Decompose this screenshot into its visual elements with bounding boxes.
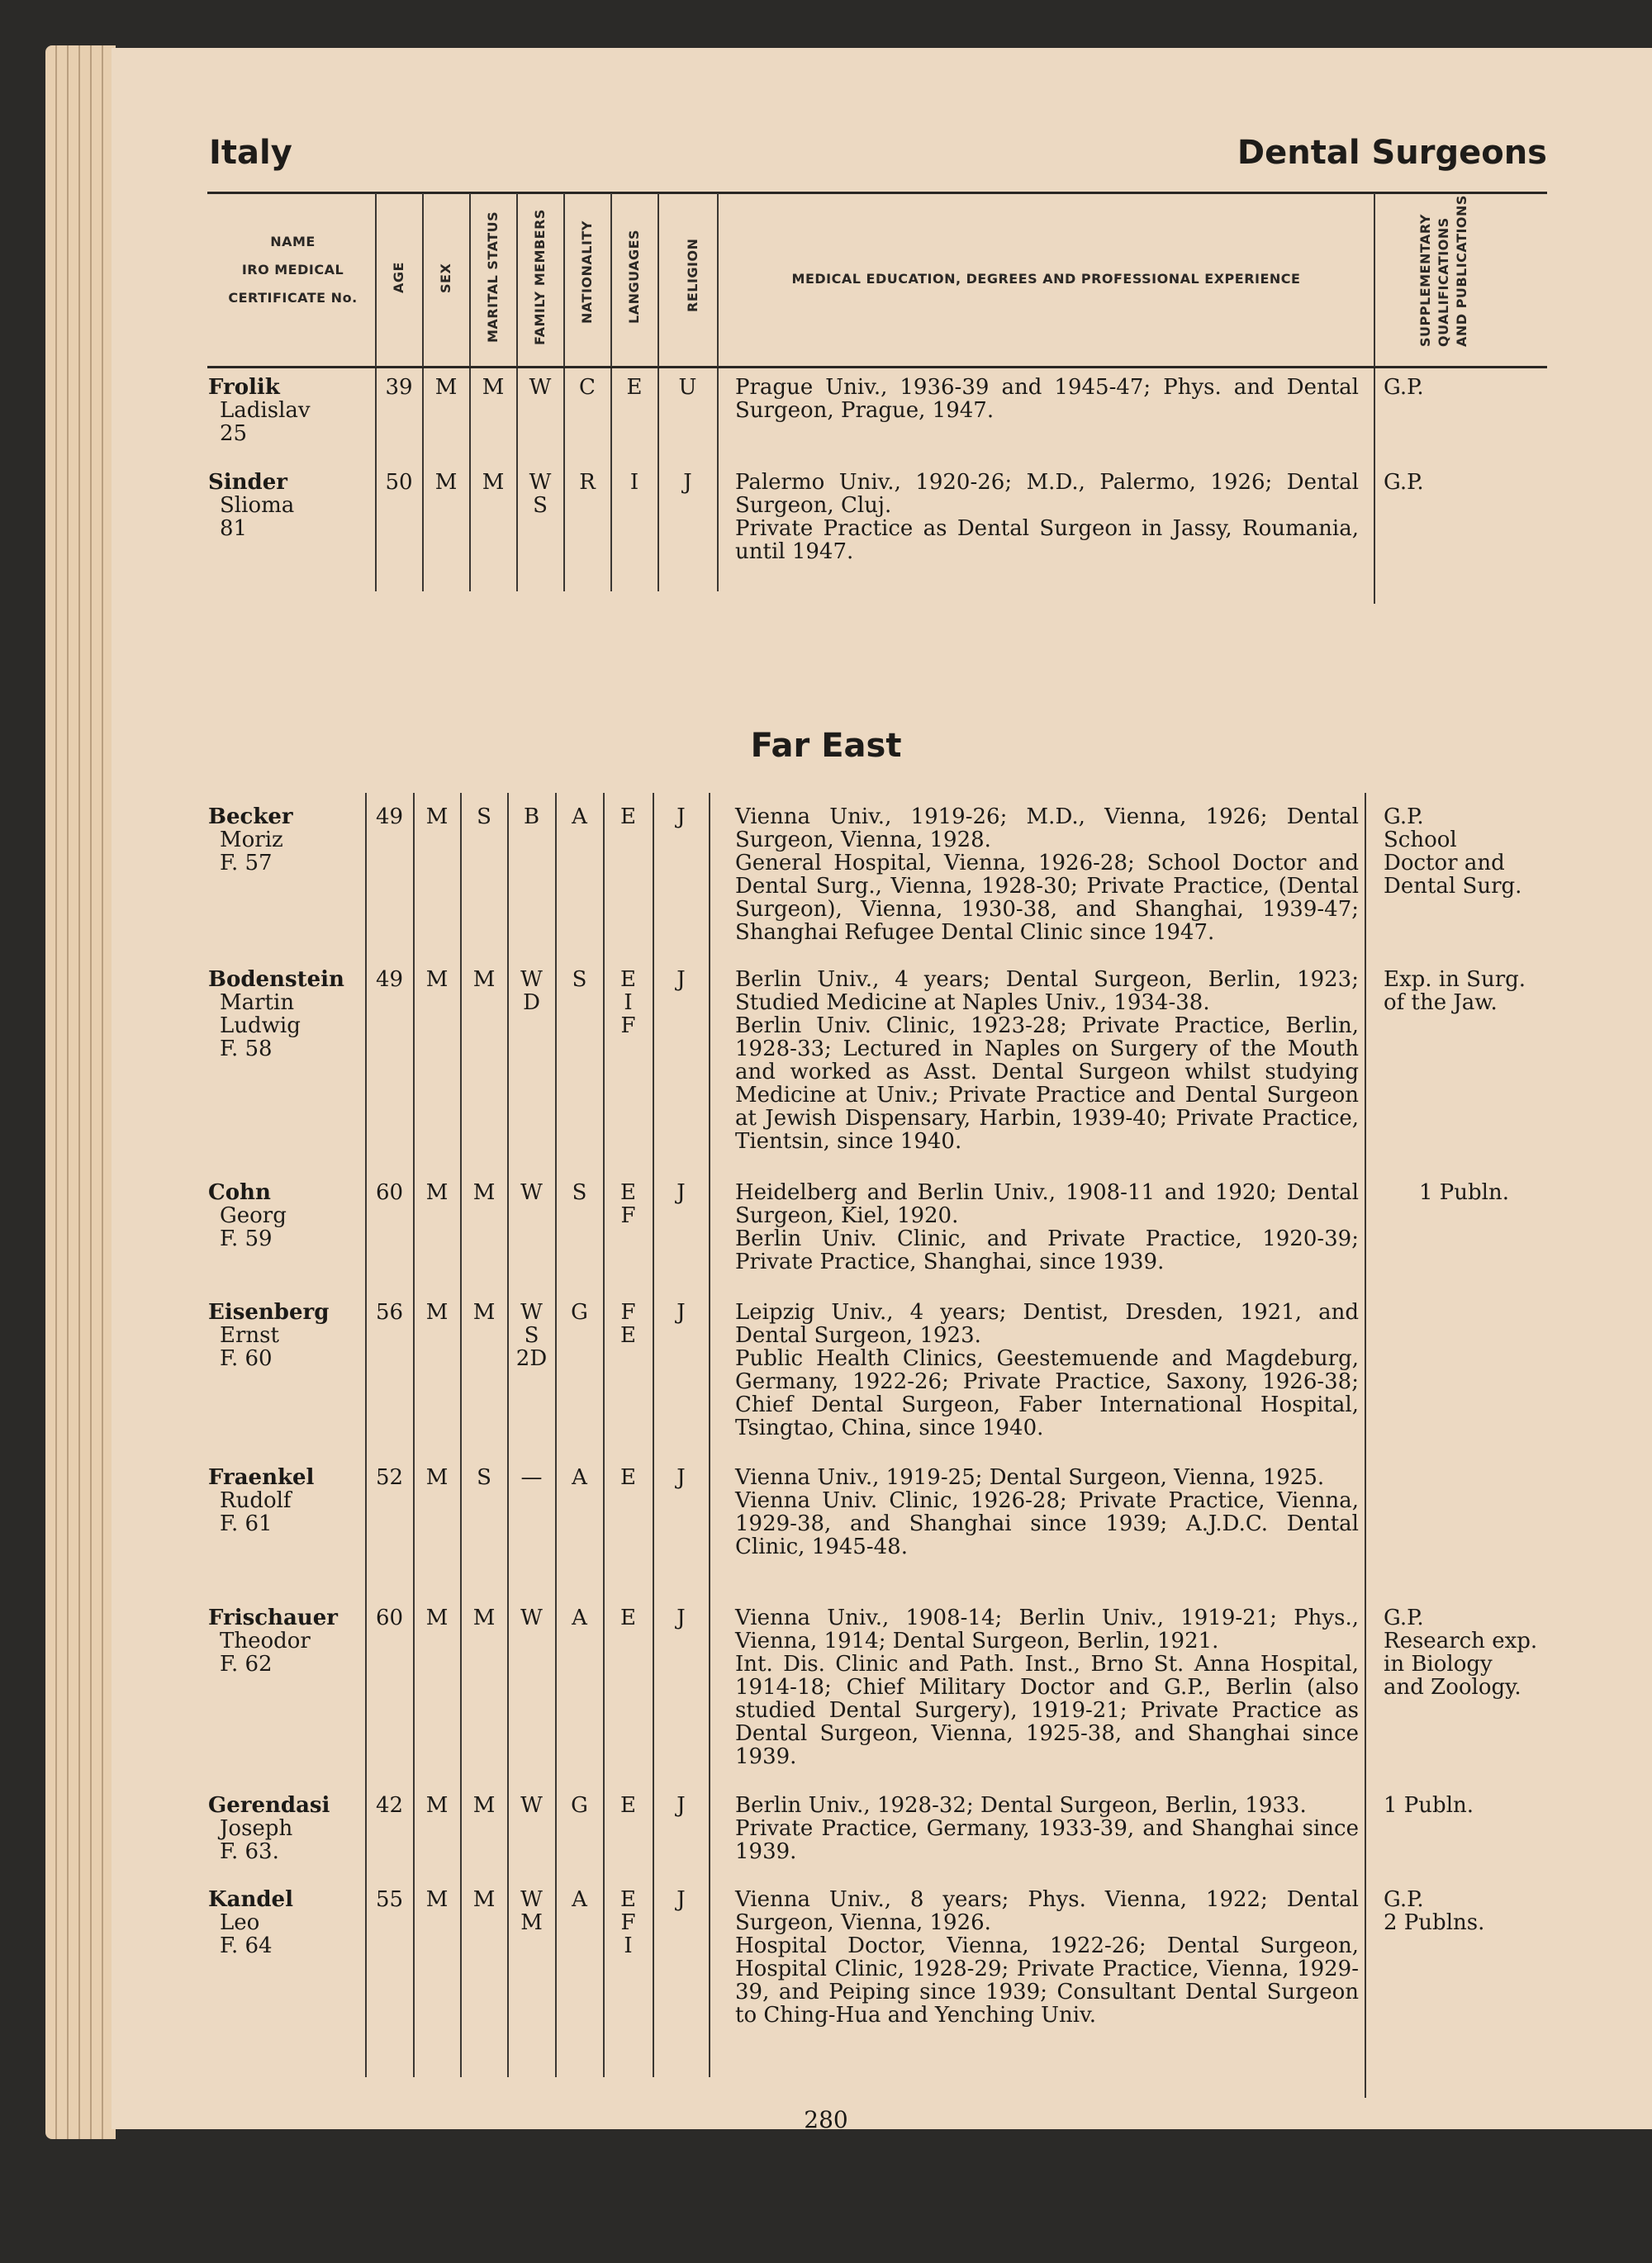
marital-cell: M — [472, 1887, 496, 1912]
surname: Gerendasi — [208, 1793, 330, 1818]
language-code: I — [629, 470, 639, 495]
family-cell — [508, 1888, 555, 1934]
given-name: Rudolf — [220, 1488, 292, 1513]
family-code: S — [533, 493, 548, 518]
education-paragraph: Vienna Univ., 1919-25; Dental Surgeon, Vienna, 1925. — [735, 1465, 1325, 1490]
family-cell — [508, 805, 555, 828]
certificate-number: F. 63. — [220, 1839, 279, 1864]
family-code: W — [520, 1300, 543, 1325]
languages-cell — [604, 1466, 653, 1489]
education-cell — [735, 376, 1359, 422]
family-code: W — [520, 1887, 543, 1912]
languages-cell — [604, 1888, 653, 1957]
language-code: E — [620, 1180, 636, 1205]
sex-cell: M — [425, 1887, 449, 1912]
given-name: Moriz — [220, 828, 283, 852]
column-rule — [469, 193, 471, 367]
marital-cell: M — [482, 375, 505, 400]
name-cell — [208, 1888, 390, 1957]
family-cell — [508, 1181, 555, 1204]
supp-line: Exp. in Surg. — [1384, 967, 1526, 992]
religion-column-header: RELIGION — [685, 238, 700, 312]
languages-cell — [604, 1181, 653, 1227]
education-paragraph: Hospital Doctor, Vienna, 1922-26; Dental Surgeon, Hospital Clinic, 1928-29; Private Practice, Vienna, 1929-39, and Peiping since 1939; Consultant Dental Surgeon to Ching-Hua and Yenching Univ. — [735, 1933, 1359, 2028]
language-code: E — [620, 1465, 636, 1490]
name-cell — [208, 1466, 390, 1535]
certificate-number: 81 — [220, 516, 248, 541]
given-name: Ludwig — [220, 1013, 301, 1038]
education-column-header: MEDICAL EDUCATION, DEGREES AND PROFESSIONAL EXPERIENCE — [791, 271, 1301, 287]
languages-cell — [604, 968, 653, 1037]
language-code: E — [626, 375, 643, 400]
education-paragraph: Leipzig Univ., 4 years; Dentist, Dresden, 1921, and Dental Surgeon, 1923. — [735, 1300, 1359, 1348]
column-rule — [422, 193, 424, 367]
supp-line: Dental Surg. — [1384, 874, 1522, 899]
column-rule — [717, 368, 719, 591]
supp-line: G.P. — [1384, 470, 1424, 495]
education-paragraph: Heidelberg and Berlin Univ., 1908-11 and 1920; Dental Surgeon, Kiel, 1920. — [735, 1180, 1359, 1228]
given-name: Martin — [220, 990, 295, 1015]
family-code: W — [520, 1180, 543, 1205]
marital-cell: M — [472, 1180, 496, 1205]
column-rule — [717, 193, 719, 367]
age-cell: 39 — [385, 375, 413, 400]
education-paragraph: Berlin Univ. Clinic, 1923-28; Private Practice, Berlin, 1928-33; Lectured in Naples on Surgery of the Mouth and worked as Asst. Dental Surgeon whilst studying Medicine at Univ.; Private Practice and Dental Surgeon at Jewish Dispensary, Harbin, 1939-40; Private Practice, Tientsin, since 1940. — [735, 1013, 1359, 1154]
sex-cell: M — [425, 967, 449, 992]
column-rule — [709, 793, 710, 2077]
name-cell — [208, 471, 390, 540]
religion-cell: J — [676, 1180, 686, 1205]
language-code: F — [620, 1910, 636, 1935]
nationality-cell: A — [572, 1887, 587, 1912]
marital-cell: M — [472, 1606, 496, 1630]
supp-line: and Zoology. — [1384, 1675, 1521, 1700]
education-cell — [735, 1606, 1359, 1768]
certificate-number: F. 64 — [220, 1933, 273, 1958]
age-cell: 49 — [375, 967, 404, 992]
surname: Fraenkel — [208, 1465, 315, 1490]
marital-cell: M — [482, 470, 505, 495]
education-paragraph: Berlin Univ., 4 years; Dental Surgeon, Berlin, 1923; Studied Medicine at Naples Univ., 1934-38. — [735, 967, 1359, 1015]
nationality-cell: S — [572, 967, 587, 992]
nationality-cell: C — [579, 375, 596, 400]
language-code: E — [620, 967, 636, 992]
name-header-line: CERTIFICATE No. — [228, 290, 358, 306]
family-code: W — [520, 1606, 543, 1630]
column-rule — [657, 193, 659, 367]
language-code: I — [624, 990, 633, 1015]
education-cell — [735, 471, 1359, 563]
name-header-line: NAME — [270, 234, 316, 249]
religion-cell: J — [676, 1887, 686, 1912]
given-name: Ladislav — [220, 398, 311, 423]
age-cell: 50 — [385, 470, 413, 495]
supplementary-cell — [1384, 471, 1545, 494]
education-paragraph: Vienna Univ., 8 years; Phys. Vienna, 1922; Dental Surgeon, Vienna, 1926. — [735, 1887, 1359, 1935]
header-bottom-rule — [207, 366, 1547, 368]
supplementary-cell — [1384, 805, 1545, 898]
family-cell — [517, 471, 563, 517]
supp-line: Research exp. — [1384, 1629, 1538, 1653]
supp-line: 1 Publn. — [1384, 1793, 1474, 1818]
languages-cell — [604, 1301, 653, 1347]
surname: Bodenstein — [208, 967, 344, 992]
supp-line: 2 Publns. — [1384, 1910, 1485, 1935]
name-cell — [208, 968, 390, 1060]
education-paragraph: Int. Dis. Clinic and Path. Inst., Brno St. Anna Hospital, 1914-18; Chief Military Doctor and G.P., Berlin (also studied Dental Surgery), 1919-21; Private Practice as Dental Surgeon, Vienna, 1925-38, and Shanghai since 1939. — [735, 1652, 1359, 1769]
surname: Cohn — [208, 1180, 271, 1205]
religion-cell: J — [676, 1793, 686, 1818]
column-rule — [1365, 793, 1366, 2098]
religion-cell: J — [676, 1300, 686, 1325]
name-cell — [208, 1181, 390, 1250]
language-code: E — [620, 1793, 636, 1818]
certificate-number: F. 61 — [220, 1511, 273, 1536]
nationality-cell: A — [572, 1606, 587, 1630]
column-rule — [563, 193, 565, 367]
page-number: 280 — [804, 2106, 848, 2133]
age-cell: 60 — [375, 1606, 404, 1630]
education-paragraph: Vienna Univ., 1908-14; Berlin Univ., 1919-21; Phys., Vienna, 1914; Dental Surgeon, Berlin, 1921. — [735, 1606, 1359, 1653]
education-paragraph: Palermo Univ., 1920-26; M.D., Palermo, 1926; Dental Surgeon, Cluj. — [735, 470, 1359, 518]
family-members-column-header: FAMILY MEMBERS — [532, 209, 548, 345]
family-code: W — [529, 470, 552, 495]
supp-header-line: QUALIFICATIONS — [1436, 217, 1451, 347]
supplementary-cell — [1384, 968, 1545, 1014]
nationality-cell: G — [571, 1793, 588, 1818]
sex-cell: M — [425, 1300, 449, 1325]
certificate-number: 25 — [220, 421, 248, 446]
nationality-column-header: NATIONALITY — [579, 221, 595, 324]
nationality-cell: R — [579, 470, 596, 495]
nationality-cell: A — [572, 804, 587, 829]
family-code: — — [520, 1465, 543, 1490]
sex-cell: M — [434, 470, 458, 495]
supplementary-cell — [1384, 1888, 1545, 1934]
language-code: F — [620, 1203, 636, 1228]
given-name: Leo — [220, 1910, 260, 1935]
supp-line: G.P. — [1384, 1606, 1424, 1630]
education-paragraph: Berlin Univ., 1928-32; Dental Surgeon, Berlin, 1933. — [735, 1793, 1307, 1818]
education-cell — [735, 1181, 1359, 1274]
given-name: Slioma — [220, 493, 295, 518]
sex-cell: M — [425, 1465, 449, 1490]
family-code: W — [529, 375, 552, 400]
supp-line: in Biology — [1384, 1652, 1493, 1677]
name-cell — [208, 1606, 390, 1676]
supp-line: G.P. — [1384, 375, 1424, 400]
education-cell — [735, 1466, 1359, 1558]
supp-header-line: AND PUBLICATIONS — [1454, 195, 1469, 347]
education-paragraph: Private Practice, Germany, 1933-39, and Shanghai since 1939. — [735, 1816, 1359, 1864]
certificate-number: F. 59 — [220, 1226, 273, 1251]
education-cell — [735, 1301, 1359, 1440]
supp-line: 1 Publn. — [1418, 1180, 1509, 1205]
languages-column-header: LANGUAGES — [626, 229, 642, 324]
supp-header-line: SUPPLEMENTARY — [1417, 214, 1433, 347]
family-cell — [508, 968, 555, 1014]
sex-cell: M — [425, 1793, 449, 1818]
religion-cell: J — [676, 1465, 686, 1490]
sex-cell: M — [425, 1606, 449, 1630]
education-cell — [735, 968, 1359, 1153]
given-name: Theodor — [220, 1629, 311, 1653]
given-name: Georg — [220, 1203, 287, 1228]
certificate-number: F. 58 — [220, 1037, 273, 1061]
marital-cell: M — [472, 967, 496, 992]
country-heading: Italy — [209, 134, 292, 172]
name-cell — [208, 805, 390, 875]
languages-cell — [604, 805, 653, 828]
column-rule — [516, 193, 518, 367]
languages-cell — [611, 471, 657, 494]
supplementary-cell — [1384, 376, 1545, 399]
education-paragraph: Vienna Univ. Clinic, 1926-28; Private Practice, Vienna, 1929-38, and Shanghai since 1939; A.J.D.C. Dental Clinic, 1945-48. — [735, 1488, 1359, 1559]
religion-cell: J — [676, 804, 686, 829]
name-header-line: IRO MEDICAL — [241, 262, 344, 278]
family-code: D — [523, 990, 540, 1015]
marital-status-column-header: MARITAL STATUS — [485, 211, 501, 343]
supp-line: G.P. — [1384, 804, 1424, 829]
sex-cell: M — [425, 804, 449, 829]
header-top-rule — [207, 192, 1547, 194]
education-paragraph: General Hospital, Vienna, 1926-28; School Doctor and Dental Surg., Vienna, 1928-30; Private Practice, (Dental Surgeon), Vienna, 1930-38, and Shanghai, 1939-47; Shanghai Refugee Dental Clinic since 1947. — [735, 851, 1359, 945]
surname: Becker — [208, 804, 293, 829]
age-cell: 60 — [375, 1180, 404, 1205]
supp-line: School — [1384, 828, 1457, 852]
supp-line: of the Jaw. — [1384, 990, 1498, 1015]
surname: Kandel — [208, 1887, 293, 1912]
name-cell — [208, 376, 390, 445]
surname: Sinder — [208, 470, 287, 495]
family-code: B — [523, 804, 540, 829]
column-rule — [1374, 193, 1375, 367]
surname: Frolik — [208, 375, 280, 400]
family-cell — [508, 1794, 555, 1817]
sex-cell: M — [425, 1180, 449, 1205]
education-paragraph: Private Practice as Dental Surgeon in Jassy, Roumania, until 1947. — [735, 516, 1359, 564]
education-paragraph: Berlin Univ. Clinic, and Private Practice, 1920-39; Private Practice, Shanghai, since 1939. — [735, 1226, 1359, 1274]
certificate-number: F. 62 — [220, 1652, 273, 1677]
marital-cell: S — [477, 1465, 491, 1490]
religion-cell: J — [676, 1606, 686, 1630]
supplementary-cell — [1384, 1606, 1545, 1699]
supplementary-cell — [1384, 1181, 1545, 1204]
languages-cell — [611, 376, 657, 399]
column-rule — [375, 193, 377, 367]
religion-cell: U — [678, 375, 697, 400]
language-code: E — [620, 1887, 636, 1912]
family-code: S — [524, 1323, 539, 1348]
family-cell — [508, 1606, 555, 1630]
marital-cell: M — [472, 1793, 496, 1818]
sex-column-header: SEX — [438, 263, 453, 293]
family-cell — [508, 1301, 555, 1370]
nationality-cell: G — [571, 1300, 588, 1325]
far-east-section-title: Far East — [750, 727, 902, 765]
education-paragraph: Prague Univ., 1936-39 and 1945-47; Phys. and Dental Surgeon, Prague, 1947. — [735, 375, 1359, 423]
supplementary-column-header — [1417, 195, 1471, 347]
education-paragraph: Public Health Clinics, Geestemuende and Magdeburg, Germany, 1922-26; Private Practice, Saxony, 1926-38; Chief Dental Surgeon, Faber International Hospital, Tsingtao, China, since 1940. — [735, 1346, 1359, 1440]
supp-line: Doctor and — [1384, 851, 1505, 875]
language-code: F — [620, 1300, 636, 1325]
surname: Eisenberg — [208, 1300, 330, 1325]
nationality-cell: S — [572, 1180, 587, 1205]
nationality-cell: A — [572, 1465, 587, 1490]
family-code: 2D — [515, 1346, 548, 1371]
language-code: I — [624, 1933, 633, 1958]
age-column-header: AGE — [391, 262, 406, 293]
supplementary-cell — [1384, 1794, 1545, 1817]
page-edges — [45, 45, 116, 2139]
language-code: E — [620, 804, 636, 829]
religion-cell: J — [683, 470, 692, 495]
languages-cell — [604, 1606, 653, 1630]
column-rule — [610, 193, 612, 367]
language-code: F — [620, 1013, 636, 1038]
given-name: Joseph — [220, 1816, 293, 1841]
family-cell — [517, 376, 563, 399]
name-column-header — [208, 228, 377, 312]
age-cell: 55 — [375, 1887, 404, 1912]
education-cell — [735, 1888, 1359, 2027]
name-cell — [208, 1794, 390, 1863]
given-name: Ernst — [220, 1323, 279, 1348]
marital-cell: M — [472, 1300, 496, 1325]
education-cell — [735, 1794, 1359, 1863]
family-code: W — [520, 967, 543, 992]
religion-cell: J — [676, 967, 686, 992]
language-code: E — [620, 1323, 636, 1348]
family-code: M — [520, 1910, 543, 1935]
category-heading: Dental Surgeons — [1237, 134, 1547, 172]
column-rule — [1374, 368, 1375, 604]
supp-line: G.P. — [1384, 1887, 1424, 1912]
certificate-number: F. 60 — [220, 1346, 273, 1371]
age-cell: 42 — [375, 1793, 404, 1818]
languages-cell — [604, 1794, 653, 1817]
education-cell — [735, 805, 1359, 944]
surname: Frischauer — [208, 1606, 338, 1630]
name-cell — [208, 1301, 390, 1370]
language-code: E — [620, 1606, 636, 1630]
sex-cell: M — [434, 375, 458, 400]
age-cell: 56 — [375, 1300, 404, 1325]
education-paragraph: Vienna Univ., 1919-26; M.D., Vienna, 1926; Dental Surgeon, Vienna, 1928. — [735, 804, 1359, 852]
family-cell — [508, 1466, 555, 1489]
certificate-number: F. 57 — [220, 851, 273, 875]
age-cell: 49 — [375, 804, 404, 829]
age-cell: 52 — [375, 1465, 404, 1490]
marital-cell: S — [477, 804, 491, 829]
family-code: W — [520, 1793, 543, 1818]
